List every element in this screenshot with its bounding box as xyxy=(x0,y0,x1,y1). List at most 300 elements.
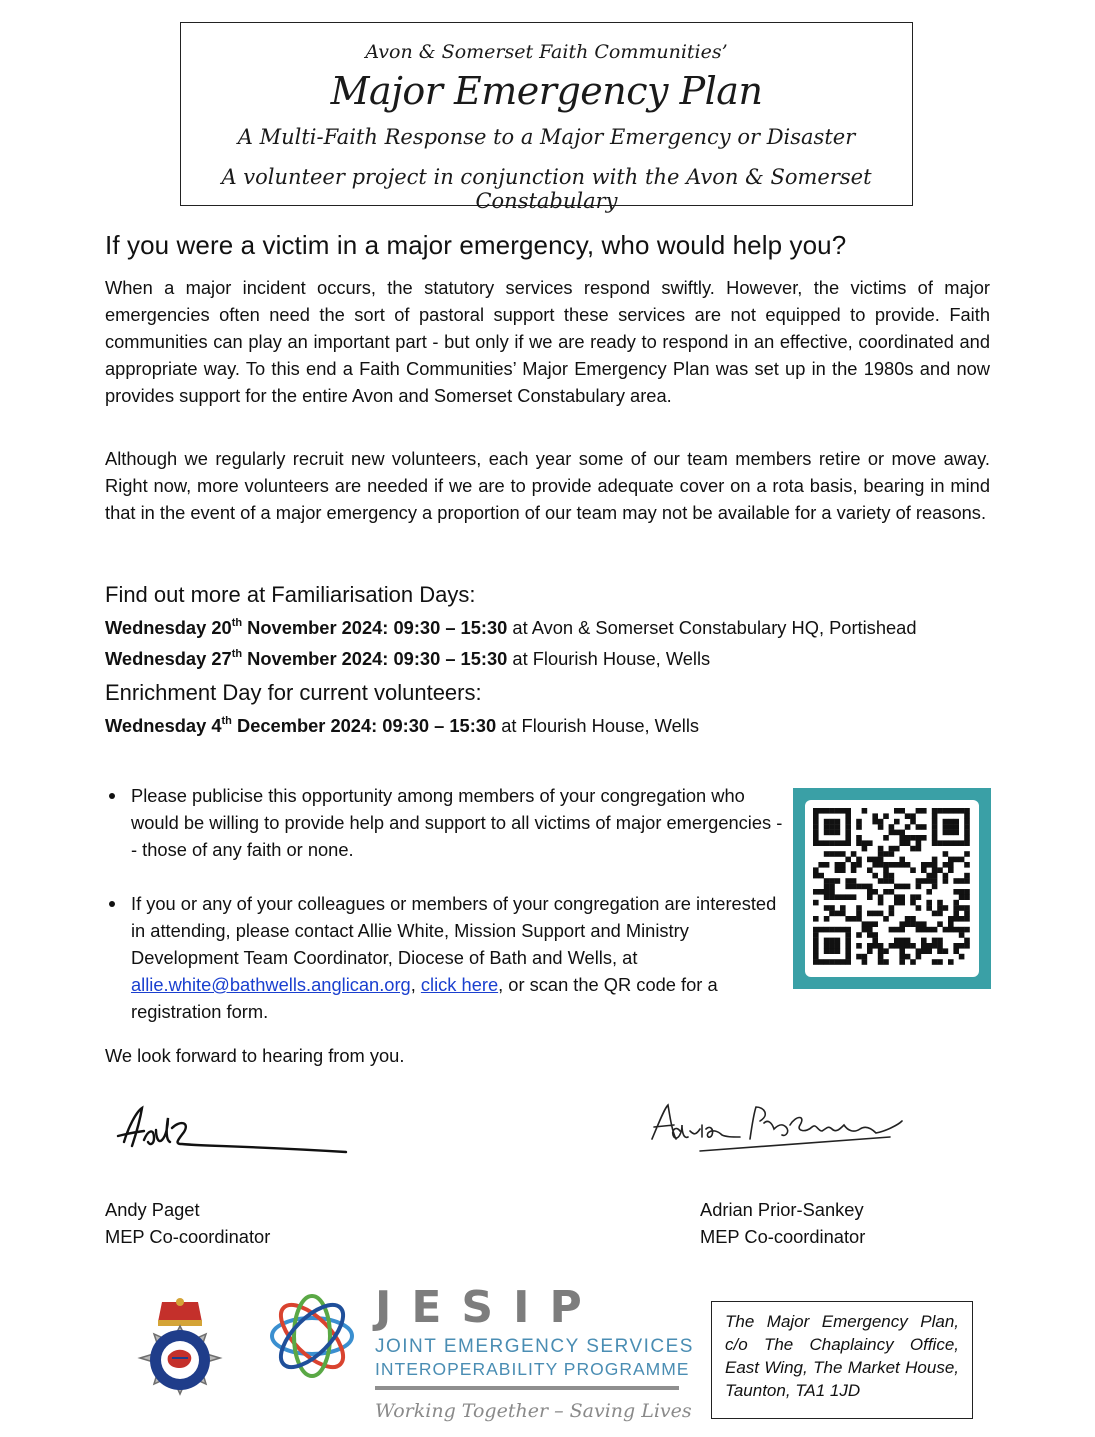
qr-module xyxy=(948,916,954,922)
qr-module xyxy=(953,948,959,954)
jesip-knot-logo xyxy=(264,1288,360,1389)
qr-module xyxy=(845,819,851,825)
qr-module xyxy=(835,878,841,884)
signature-andy-paget xyxy=(110,1100,350,1170)
qr-module xyxy=(818,889,824,895)
email-link[interactable]: allie.white@bathwells.anglican.org xyxy=(131,974,411,995)
qr-module xyxy=(948,862,954,868)
qr-module xyxy=(948,824,954,830)
qr-module xyxy=(829,943,835,949)
qr-module xyxy=(883,873,889,879)
qr-module xyxy=(926,862,932,868)
header-title: Major Emergency Plan xyxy=(330,69,763,113)
qr-module xyxy=(862,927,868,933)
list-item: If you or any of your colleagues or members of your congregation are interested in attending, please contact Allie White, Mission Support and Ministry Development Team Coordinator, Diocese of Bath and Wells, at allie.white@bathwells.anglican.org, click here, or scan the QR code for a registration form. xyxy=(105,890,785,1025)
qr-module xyxy=(845,857,851,863)
qr-module xyxy=(813,943,819,949)
qr-module xyxy=(845,813,851,819)
qr-module xyxy=(905,916,911,922)
qr-module xyxy=(937,959,943,965)
qr-module xyxy=(845,824,851,830)
qr-module xyxy=(910,921,916,927)
qr-module xyxy=(905,862,911,868)
qr-module xyxy=(835,824,841,830)
qr-module xyxy=(899,857,905,863)
qr-module xyxy=(916,824,922,830)
qr-module xyxy=(845,916,851,922)
qr-module xyxy=(953,927,959,933)
qr-module xyxy=(883,813,889,819)
qr-module xyxy=(824,862,830,868)
qr-module xyxy=(840,851,846,857)
qr-code-image xyxy=(805,800,979,977)
qr-module xyxy=(899,900,905,906)
qr-code[interactable] xyxy=(793,788,991,989)
signatory-right xyxy=(700,1196,865,1250)
qr-module xyxy=(899,921,905,927)
qr-module xyxy=(856,943,862,949)
signatory-role: MEP Co-coordinator xyxy=(700,1226,866,1247)
qr-module xyxy=(883,916,889,922)
qr-module xyxy=(943,808,949,814)
qr-module xyxy=(813,813,819,819)
qr-module xyxy=(824,943,830,949)
qr-module xyxy=(899,894,905,900)
qr-module xyxy=(894,938,900,944)
qr-module xyxy=(813,808,819,814)
qr-module xyxy=(872,862,878,868)
enrichment-event-line: Wednesday 4th December 2024: 09:30 – 15:30 at Flourish House, Wells xyxy=(105,714,700,736)
qr-module xyxy=(813,889,819,895)
qr-module xyxy=(835,819,841,825)
qr-module xyxy=(959,927,965,933)
qr-module xyxy=(867,894,873,900)
qr-module xyxy=(835,862,841,868)
qr-module xyxy=(899,808,905,814)
qr-module xyxy=(889,878,895,884)
jesip-tagline: Working Together – Saving Lives xyxy=(375,1400,692,1422)
signatory-name: Adrian Prior-Sankey xyxy=(700,1199,864,1220)
jesip-line-1: JOINT EMERGENCY SERVICES xyxy=(375,1336,694,1357)
qr-module xyxy=(813,900,819,906)
qr-module xyxy=(813,938,819,944)
qr-module xyxy=(926,889,932,895)
qr-module xyxy=(829,824,835,830)
qr-module xyxy=(910,835,916,841)
qr-module xyxy=(959,840,965,846)
qr-module xyxy=(851,894,857,900)
qr-module xyxy=(905,921,911,927)
qr-module xyxy=(813,840,819,846)
qr-module xyxy=(889,873,895,879)
qr-module xyxy=(872,932,878,938)
qr-module xyxy=(926,878,932,884)
qr-module xyxy=(921,862,927,868)
qr-module xyxy=(889,905,895,911)
enrichment-heading: Enrichment Day for current volunteers: xyxy=(105,680,482,705)
qr-module xyxy=(959,954,965,960)
qr-module xyxy=(916,921,922,927)
qr-module xyxy=(926,927,932,933)
qr-module xyxy=(964,878,970,884)
qr-module xyxy=(813,873,819,879)
qr-module xyxy=(829,911,835,917)
qr-module xyxy=(899,862,905,868)
intro-paragraph: When a major incident occurs, the statutory services respond swiftly. However, the victims of major emergencies often need the sort of pastoral support these services are not equipped to provide. Faith communities can play an important part - but only if we are ready to respond in an effective, coordinated and appropriate way. To this end a Faith Communities’ Major Emergency Plan was set up in the 1980s and now provides support for the entire Avon and Somerset Constabulary area. xyxy=(105,277,990,406)
qr-module xyxy=(889,862,895,868)
qr-module xyxy=(910,943,916,949)
qr-module xyxy=(943,862,949,868)
qr-module xyxy=(953,819,959,825)
jesip-wordmark: JESIP xyxy=(375,1282,602,1333)
qr-module xyxy=(910,846,916,852)
qr-module xyxy=(878,943,884,949)
qr-module xyxy=(883,948,889,954)
qr-module xyxy=(835,938,841,944)
qr-module xyxy=(829,927,835,933)
qr-module xyxy=(867,840,873,846)
qr-module xyxy=(813,824,819,830)
qr-module xyxy=(899,840,905,846)
qr-module xyxy=(894,819,900,825)
qr-module xyxy=(894,808,900,814)
qr-module xyxy=(899,927,905,933)
qr-module xyxy=(845,932,851,938)
qr-module xyxy=(943,878,949,884)
qr-module xyxy=(835,927,841,933)
qr-module xyxy=(953,830,959,836)
qr-module xyxy=(878,954,884,960)
qr-module xyxy=(824,916,830,922)
jesip-divider xyxy=(375,1386,679,1390)
qr-module xyxy=(845,830,851,836)
event-line: Wednesday 20th November 2024: 09:30 – 15:30 at Avon & Somerset Constabulary HQ, Portishead xyxy=(105,616,917,638)
qr-module xyxy=(845,927,851,933)
header-subtitle-1: A Multi-Faith Response to a Major Emergency or Disaster xyxy=(237,125,856,149)
qr-module xyxy=(878,911,884,917)
qr-module xyxy=(921,921,927,927)
qr-module xyxy=(829,889,835,895)
qr-module xyxy=(829,894,835,900)
qr-module xyxy=(943,840,949,846)
qr-module xyxy=(889,889,895,895)
qr-module xyxy=(959,916,965,922)
qr-module xyxy=(964,819,970,825)
qr-module xyxy=(905,938,911,944)
signatory-left xyxy=(105,1196,270,1250)
qr-module xyxy=(856,932,862,938)
qr-module xyxy=(862,921,868,927)
qr-module xyxy=(813,927,819,933)
qr-module xyxy=(829,905,835,911)
qr-module xyxy=(813,867,819,873)
qr-module xyxy=(862,846,868,852)
qr-module xyxy=(883,835,889,841)
qr-module xyxy=(953,808,959,814)
qr-module xyxy=(932,862,938,868)
address-box: The Major Emergency Plan, c/o The Chaplaincy Office, East Wing, The Market House, Taunton, TA1 1JD xyxy=(711,1301,973,1419)
qr-module xyxy=(845,948,851,954)
qr-module xyxy=(916,948,922,954)
signatory-role: MEP Co-coordinator xyxy=(105,1226,271,1247)
qr-module xyxy=(845,835,851,841)
qr-module xyxy=(829,851,835,857)
qr-module xyxy=(851,916,857,922)
qr-module xyxy=(899,954,905,960)
qr-module xyxy=(894,900,900,906)
qr-module xyxy=(959,905,965,911)
qr-module xyxy=(813,819,819,825)
qr-module xyxy=(905,835,911,841)
qr-module xyxy=(835,867,841,873)
qr-module xyxy=(932,857,938,863)
qr-module xyxy=(840,867,846,873)
qr-module xyxy=(851,884,857,890)
qr-module xyxy=(894,894,900,900)
qr-module xyxy=(867,948,873,954)
qr-module xyxy=(862,884,868,890)
qr-module xyxy=(899,959,905,965)
qr-module xyxy=(916,954,922,960)
qr-module xyxy=(943,819,949,825)
qr-module xyxy=(845,894,851,900)
qr-module xyxy=(932,878,938,884)
qr-module xyxy=(878,819,884,825)
qr-module xyxy=(835,840,841,846)
qr-module xyxy=(878,851,884,857)
qr-module xyxy=(921,938,927,944)
qr-module xyxy=(856,954,862,960)
qr-module xyxy=(943,873,949,879)
qr-module xyxy=(943,824,949,830)
qr-module xyxy=(845,954,851,960)
qr-module xyxy=(824,840,830,846)
qr-module xyxy=(840,911,846,917)
qr-module xyxy=(910,900,916,906)
qr-module xyxy=(953,943,959,949)
qr-module xyxy=(905,943,911,949)
qr-module xyxy=(932,819,938,825)
qr-module xyxy=(862,840,868,846)
qr-module xyxy=(813,830,819,836)
qr-module xyxy=(926,948,932,954)
qr-module xyxy=(840,959,846,965)
qr-module xyxy=(883,889,889,895)
qr-module xyxy=(932,927,938,933)
qr-module xyxy=(932,835,938,841)
qr-module xyxy=(964,873,970,879)
qr-module xyxy=(862,959,868,965)
qr-module xyxy=(937,943,943,949)
bullet-list xyxy=(105,782,785,1025)
qr-module xyxy=(818,840,824,846)
qr-module xyxy=(959,808,965,814)
qr-module xyxy=(964,840,970,846)
qr-module xyxy=(840,840,846,846)
qr-module xyxy=(840,927,846,933)
qr-module xyxy=(862,954,868,960)
qr-module xyxy=(948,921,954,927)
qr-module xyxy=(813,959,819,965)
qr-module xyxy=(899,948,905,954)
qr-module xyxy=(835,851,841,857)
qr-module xyxy=(937,808,943,814)
qr-module xyxy=(943,851,949,857)
qr-module xyxy=(829,938,835,944)
qr-module xyxy=(867,932,873,938)
qr-module xyxy=(894,943,900,949)
qr-module xyxy=(916,835,922,841)
qr-module xyxy=(840,808,846,814)
qr-module xyxy=(867,867,873,873)
qr-module xyxy=(872,943,878,949)
qr-module xyxy=(921,948,927,954)
qr-module xyxy=(926,873,932,879)
qr-module xyxy=(910,894,916,900)
qr-module xyxy=(932,884,938,890)
qr-module xyxy=(921,927,927,933)
qr-module xyxy=(856,835,862,841)
qr-module xyxy=(905,840,911,846)
qr-module xyxy=(964,824,970,830)
qr-module xyxy=(878,862,884,868)
qr-module xyxy=(835,830,841,836)
qr-module xyxy=(905,884,911,890)
qr-module xyxy=(829,830,835,836)
qr-module xyxy=(851,867,857,873)
qr-module xyxy=(959,857,965,863)
qr-module xyxy=(932,873,938,879)
qr-module xyxy=(921,808,927,814)
qr-module xyxy=(932,867,938,873)
qr-module xyxy=(856,862,862,868)
qr-module xyxy=(916,894,922,900)
qr-module xyxy=(916,846,922,852)
qr-module xyxy=(829,948,835,954)
qr-pattern-icon xyxy=(805,800,979,977)
qr-module xyxy=(824,824,830,830)
qr-module xyxy=(943,830,949,836)
header-box xyxy=(180,22,913,213)
closing-line: We look forward to hearing from you. xyxy=(105,1045,405,1066)
click-here-link[interactable]: click here xyxy=(420,974,499,995)
qr-module xyxy=(818,873,824,879)
qr-module xyxy=(953,840,959,846)
qr-module xyxy=(851,862,857,868)
qr-module xyxy=(824,884,830,890)
qr-module xyxy=(835,959,841,965)
qr-module xyxy=(926,943,932,949)
qr-module xyxy=(932,943,938,949)
qr-module xyxy=(845,959,851,965)
qr-module xyxy=(943,927,949,933)
qr-module xyxy=(845,808,851,814)
qr-module xyxy=(910,813,916,819)
qr-module xyxy=(872,813,878,819)
qr-module xyxy=(953,900,959,906)
qr-module xyxy=(948,819,954,825)
qr-module xyxy=(937,905,943,911)
qr-module xyxy=(964,938,970,944)
qr-module xyxy=(845,840,851,846)
qr-module xyxy=(943,948,949,954)
qr-module xyxy=(916,840,922,846)
qr-module xyxy=(824,927,830,933)
qr-module xyxy=(937,840,943,846)
qr-module xyxy=(937,900,943,906)
qr-module xyxy=(889,824,895,830)
qr-module xyxy=(862,808,868,814)
qr-module xyxy=(889,830,895,836)
qr-module xyxy=(899,943,905,949)
qr-module xyxy=(840,905,846,911)
qr-module xyxy=(964,943,970,949)
qr-module xyxy=(829,959,835,965)
qr-module xyxy=(932,938,938,944)
qr-module xyxy=(932,959,938,965)
qr-module xyxy=(829,884,835,890)
qr-module xyxy=(824,938,830,944)
qr-module xyxy=(872,889,878,895)
qr-module xyxy=(905,813,911,819)
qr-module xyxy=(964,911,970,917)
qr-module xyxy=(845,878,851,884)
qr-module xyxy=(872,819,878,825)
qr-module xyxy=(916,808,922,814)
qr-module xyxy=(818,927,824,933)
signatory-name: Andy Paget xyxy=(105,1199,200,1220)
qr-module xyxy=(937,938,943,944)
qr-module xyxy=(921,878,927,884)
qr-module xyxy=(818,862,824,868)
qr-module xyxy=(964,813,970,819)
qr-module xyxy=(845,938,851,944)
qr-module xyxy=(910,819,916,825)
qr-module xyxy=(948,927,954,933)
qr-module xyxy=(921,835,927,841)
qr-module xyxy=(948,808,954,814)
bullet-icon xyxy=(109,901,115,907)
qr-module xyxy=(856,857,862,863)
qr-module xyxy=(959,878,965,884)
qr-module xyxy=(894,862,900,868)
qr-module xyxy=(813,916,819,922)
qr-module xyxy=(926,900,932,906)
qr-module xyxy=(916,905,922,911)
qr-module xyxy=(932,813,938,819)
qr-module xyxy=(813,932,819,938)
qr-module xyxy=(867,943,873,949)
qr-module xyxy=(953,916,959,922)
qr-module xyxy=(856,840,862,846)
qr-module xyxy=(964,862,970,868)
qr-module xyxy=(932,911,938,917)
qr-module xyxy=(856,824,862,830)
qr-module xyxy=(948,867,954,873)
volunteers-paragraph: Although we regularly recruit new volunteers, each year some of our team members retire or move away. Right now, more volunteers are needed if we are to provide adequate cover on a rota basis, bearing in mind that in the event of a major emergency a proportion of our team may not be available for a variety of reasons. xyxy=(105,448,990,523)
qr-module xyxy=(937,948,943,954)
qr-module xyxy=(829,840,835,846)
qr-module xyxy=(824,830,830,836)
qr-module xyxy=(964,835,970,841)
qr-module xyxy=(845,943,851,949)
qr-module xyxy=(851,878,857,884)
qr-module xyxy=(921,824,927,830)
qr-module xyxy=(867,857,873,863)
qr-module xyxy=(959,889,965,895)
qr-module xyxy=(953,911,959,917)
qr-module xyxy=(824,889,830,895)
